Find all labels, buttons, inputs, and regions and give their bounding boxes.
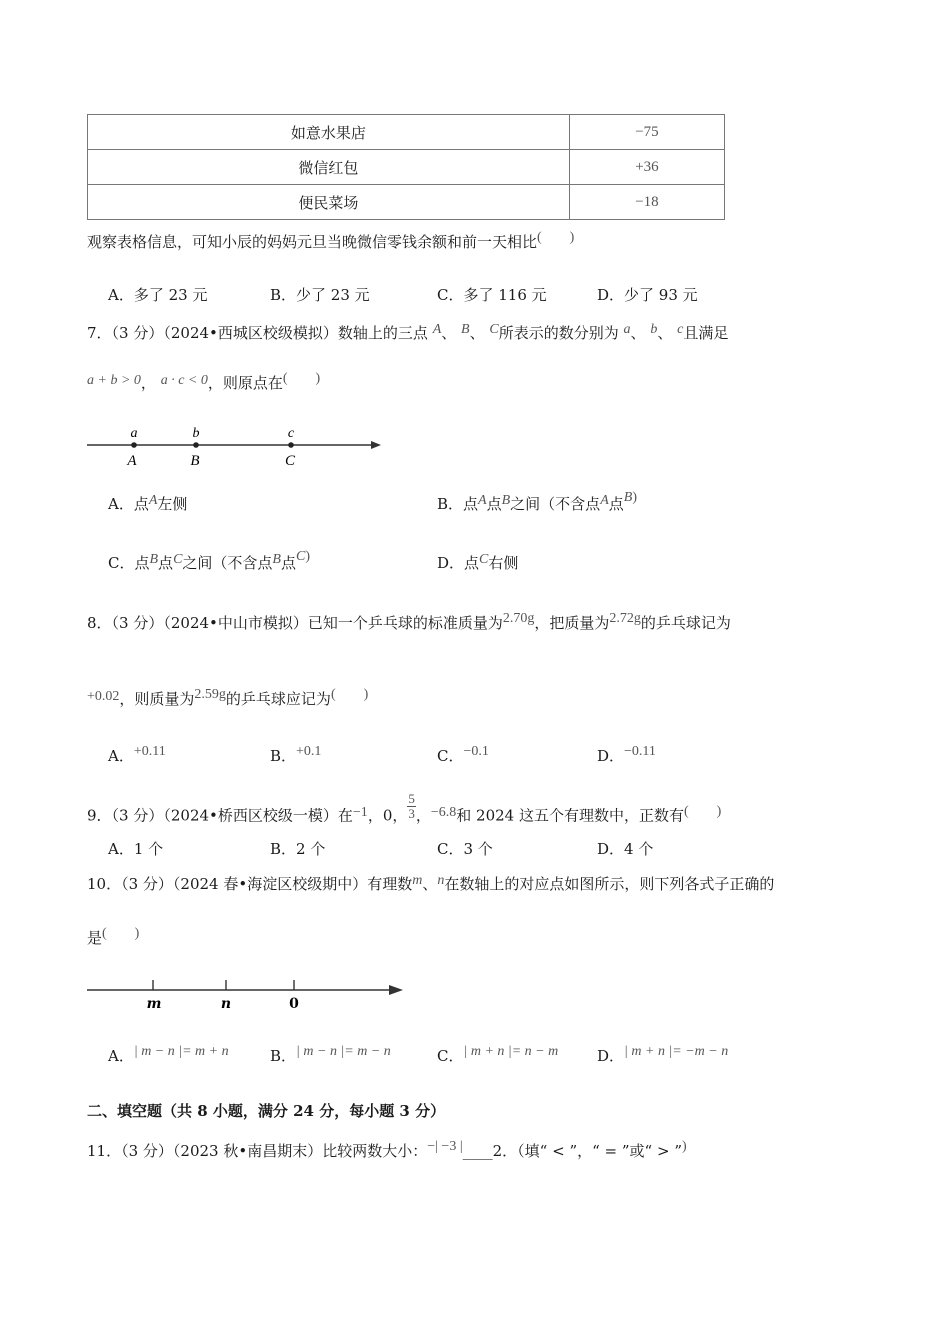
q9-option-a[interactable]: A．1 个: [108, 840, 164, 858]
q10-stem: 10．（3 分）（2024 春•海淀区校级期中）有理数m、n在数轴上的对应点如图所示，则下列各式子正确的: [87, 873, 775, 893]
table-row: [88, 150, 725, 185]
table-cell-value: +36: [569, 150, 724, 185]
axis-label-upper-b: B: [190, 453, 200, 469]
q10-number-line: [87, 975, 407, 1015]
axis-label-c: c: [287, 426, 295, 441]
axis-label-zero: 0: [289, 996, 299, 1012]
q7-option-d[interactable]: D．点C右侧: [437, 552, 519, 572]
q6-stem: 观察表格信息，可知小辰的妈妈元旦当晚微信零钱余额和前一天相比( ): [87, 230, 575, 251]
q10-option-c[interactable]: C．| m + n |= n − m: [437, 1044, 559, 1065]
table-cell-value: −18: [569, 185, 724, 220]
axis-label-n: n: [220, 996, 232, 1012]
q9-stem: 9．（3 分）（2024•桥西区校级一模）在−1，0， $\frac{5}{3}$ ，−6.8和 2024 这五个有理数中，正数有( ): [87, 791, 722, 825]
q8-option-c[interactable]: C．−0.1: [437, 744, 489, 765]
expense-table: [87, 114, 725, 220]
point-b: [193, 442, 199, 448]
q9-option-d[interactable]: D．4 个: [597, 840, 654, 858]
q7-condition: a + b > 0， a · c < 0，则原点在( ): [87, 371, 321, 392]
q6-option-b[interactable]: B．少了 23 元: [270, 286, 370, 304]
table-cell-name: 微信红包: [88, 150, 570, 185]
q6-option-c[interactable]: C．多了 116 元: [437, 286, 547, 304]
table-cell-name: 便民菜场: [88, 185, 570, 220]
q7-option-c[interactable]: C．点B点C之间（不含点B点C): [108, 549, 311, 572]
point-a: [131, 442, 137, 448]
table-cell-name: 如意水果店: [88, 115, 570, 150]
q7-option-a[interactable]: A．点A左侧: [108, 493, 188, 513]
axis-label-m: m: [146, 996, 162, 1012]
q7-number-line: [87, 422, 387, 472]
section-title: 二、填空题（共 8 小题，满分 24 分，每小题 3 分）: [87, 1102, 446, 1120]
q11-stem: 11．（3 分）（2023 秋•南昌期末）比较两数大小：−| −3 |____2．（填“ < ”，“ = ”或“ > ”): [87, 1139, 687, 1160]
table-cell-value: −75: [569, 115, 724, 150]
axis-label-upper-c: C: [284, 453, 296, 469]
axis-label-b: b: [192, 426, 200, 441]
q7-stem: 7．（3 分）（2024•西城区校级模拟）数轴上的三点 A、 B、 C所表示的数分别为 a、 b、 c且满足: [87, 322, 729, 342]
axis-arrow-icon: [371, 441, 381, 449]
point-c: [288, 442, 294, 448]
q8-stem: 8．（3 分）（2024•中山市模拟）已知一个乒乓球的标准质量为2.70g，把质量为2.72g的乒乓球记为: [87, 611, 731, 632]
q9-option-b[interactable]: B．2 个: [270, 840, 326, 858]
q6-option-a[interactable]: A．多了 23 元: [108, 286, 208, 304]
q8-option-a[interactable]: A．+0.11: [108, 744, 166, 765]
answer-blank[interactable]: ____: [462, 1142, 493, 1160]
axis-arrow-icon: [389, 985, 403, 995]
q6-option-d[interactable]: D．少了 93 元: [597, 286, 698, 304]
q8-option-b[interactable]: B．+0.1: [270, 744, 322, 765]
q10-option-b[interactable]: B．| m − n |= m − n: [270, 1044, 391, 1065]
q8-option-d[interactable]: D．−0.11: [597, 744, 656, 765]
axis-label-upper-a: A: [127, 453, 137, 469]
axis-label-a: a: [130, 426, 138, 441]
q7-option-b[interactable]: B．点A点B之间（不含点A点B): [437, 490, 637, 513]
table-row: [88, 115, 725, 150]
fraction: $\frac{5}{3}$: [408, 791, 415, 821]
q10-option-a[interactable]: A．| m − n |= m + n: [108, 1044, 229, 1065]
q8-stem-2: +0.02，则质量为2.59g的乒乓球应记为( ): [87, 687, 369, 708]
q10-stem-2: 是( ): [87, 926, 140, 947]
table-row: [88, 185, 725, 220]
q10-option-d[interactable]: D．| m + n |= −m − n: [597, 1044, 729, 1065]
q9-option-c[interactable]: C．3 个: [437, 840, 493, 858]
